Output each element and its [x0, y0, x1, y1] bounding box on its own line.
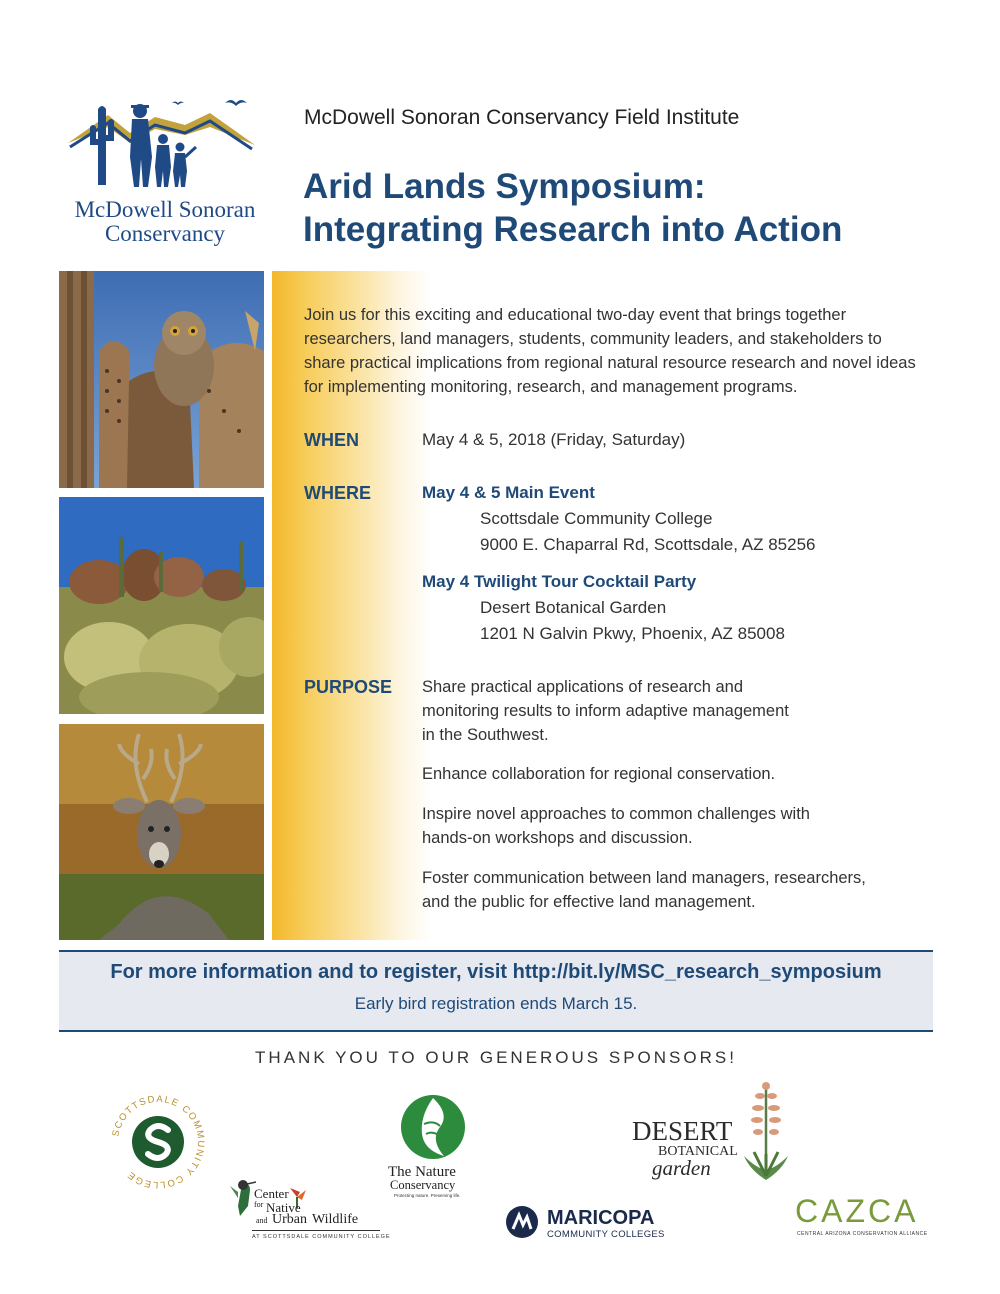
organization-line: McDowell Sonoran Conservancy Field Institute [304, 106, 740, 129]
twilight-tour-address: 1201 N Galvin Pkwy, Phoenix, AZ 85008 [480, 624, 785, 643]
registration-banner [59, 950, 933, 1032]
purpose-label: PURPOSE [304, 677, 393, 697]
dbg-line3: garden [652, 1156, 711, 1180]
cnuw-center-text: Center [254, 1186, 289, 1201]
agave-icon [740, 1080, 792, 1190]
main-event-title: May 4 & 5 Main Event [422, 483, 595, 502]
intro-paragraph: Join us for this exciting and educational two-day event that brings together researchers, land managers, students, community leaders, and stakeholders to share practical implications from regional natural resource research and novel ideas for implementing monitoring, research, and management programs. [304, 306, 916, 396]
desert-boulders-cholla-photo [59, 497, 264, 714]
maricopa-line2: COMMUNITY COLLEGES [547, 1229, 665, 1240]
tnc-line1: The Nature [388, 1164, 456, 1180]
logo-text-line2: Conservancy [104, 221, 226, 246]
purpose-item-4-line2: and the public for effective land management. [422, 893, 756, 911]
dbg-line2: BOTANICAL [658, 1144, 738, 1159]
cazca-subline: CENTRAL ARIZONA CONSERVATION ALLIANCE [797, 1231, 928, 1237]
purpose-item-3-line1: Inspire novel approaches to common challenges with [422, 805, 810, 823]
mcdowell-sonoran-conservancy-logo [60, 95, 270, 255]
cnuw-wildlife-text: Wildlife [312, 1212, 359, 1227]
cnuw-native-text: Native [266, 1200, 301, 1215]
early-bird-line: Early bird registration ends March 15. [354, 994, 638, 1013]
sponsors-heading: THANK YOU TO OUR GENEROUS SPONSORS! [255, 1048, 737, 1067]
cnuw-urban-text: Urban [272, 1212, 307, 1227]
purpose-item-1-line1: Share practical applications of research and [422, 678, 744, 696]
hummingbird-icon [228, 1176, 256, 1218]
scottsdale-community-college-logo [106, 1090, 210, 1194]
svg-text:SCOTTSDALE COMMUNITY COLLEGE: SCOTTSDALE COMMUNITY COLLEGE [110, 1093, 207, 1191]
mule-deer-photo [59, 724, 264, 940]
owl-on-saguaro-photo [59, 271, 264, 488]
maricopa-community-colleges-logo [505, 1203, 670, 1245]
maricopa-mark-icon [505, 1205, 539, 1239]
cnuw-and-text: and [256, 1216, 268, 1225]
logo-text-line1: McDowell Sonoran [74, 197, 256, 222]
purpose-item-1-line3: in the Southwest. [422, 726, 549, 744]
purpose-item-4-line1: Foster communication between land managers, researchers, [422, 869, 866, 887]
purpose-item-2-line1: Enhance collaboration for regional conservation. [422, 765, 776, 783]
conservancy-emblem-icon [60, 95, 260, 195]
twilight-tour-title: May 4 Twilight Tour Cocktail Party [422, 572, 697, 591]
purpose-item-3-line2: hands-on workshops and discussion. [422, 829, 693, 847]
cazca-logo [795, 1193, 930, 1241]
purpose-item-1-line2: monitoring results to inform adaptive management [422, 702, 789, 720]
leaf-globe-icon [400, 1094, 466, 1160]
center-native-urban-wildlife-logo [228, 1172, 391, 1252]
twilight-tour-venue: Desert Botanical Garden [480, 598, 667, 617]
tnc-tagline: Protecting nature. Preserving life. [394, 1193, 461, 1198]
main-event-venue: Scottsdale Community College [480, 509, 713, 528]
nature-conservancy-logo [388, 1094, 480, 1204]
tnc-line2: Conservancy [390, 1178, 456, 1192]
cnuw-subline: AT SCOTTSDALE COMMUNITY COLLEGE [252, 1234, 391, 1240]
main-event-address: 9000 E. Chaparral Rd, Scottsdale, AZ 85256 [480, 535, 816, 554]
when-value: May 4 & 5, 2018 (Friday, Saturday) [422, 430, 686, 449]
title-line2: Integrating Research into Action [303, 210, 843, 249]
registration-link-line[interactable]: For more information and to register, visit http://bit.ly/MSC_research_symposium [110, 961, 882, 983]
cnuw-for-text: for [254, 1200, 264, 1209]
desert-botanical-garden-logo [632, 1080, 792, 1190]
maricopa-line1: MARICOPA [547, 1207, 655, 1229]
where-label: WHERE [304, 483, 371, 503]
title-line1: Arid Lands Symposium: [303, 167, 706, 206]
dbg-line1: DESERT [632, 1116, 733, 1146]
cazca-name: CAZCA [795, 1193, 919, 1229]
scc-seal-icon [106, 1090, 210, 1194]
when-label: WHEN [304, 430, 359, 450]
